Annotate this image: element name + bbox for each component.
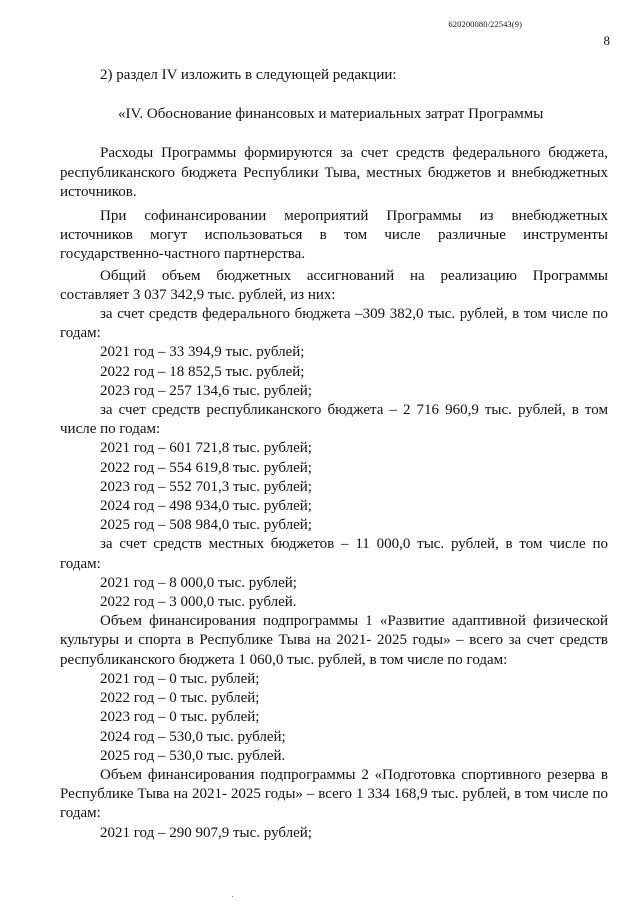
document-body — [60, 66, 608, 843]
scan-speck — [232, 896, 233, 897]
republic-year-item: 2024 год – 498 934,0 тыс. рублей; — [100, 498, 312, 515]
section-title: «IV. Обоснование финансовых и материальных затрат Программы — [118, 106, 544, 123]
republic-budget-intro: за счет средств республиканского бюджета – 2 716 960,9 тыс. рублей, в том числе по годам: — [60, 402, 608, 438]
subprogram-1-intro: Объем финансирования подпрограммы 1 «Развитие адаптивной физической культуры и спорта в Республике Тыва на 2021- 2025 годы» – всего за счет средств республиканского бюджета 1 060,0 тыс. рублей, в том числе по годам: — [60, 613, 608, 668]
federal-year-item: 2022 год – 18 852,5 тыс. рублей; — [100, 363, 305, 380]
federal-year-item: 2023 год – 257 134,6 тыс. рублей; — [100, 382, 312, 399]
subprogram-2-intro: Объем финансирования подпрограммы 2 «Подготовка спортивного резерва в Республике Тыва на 2021- 2025 годы» – всего 1 334 168,9 тыс. рублей, в том числе по годам: — [60, 766, 608, 822]
subprogram-1-year-item: 2025 год – 530,0 тыс. рублей. — [100, 747, 286, 764]
intro-paragraph: 2) раздел IV изложить в следующей редакции: — [100, 67, 397, 83]
subprogram-2-year-item: 2021 год – 290 907,9 тыс. рублей; — [100, 824, 312, 841]
local-budget-intro: за счет средств местных бюджетов – 11 000,0 тыс. рублей, в том числе по годам: — [60, 536, 608, 572]
subprogram-1-year-item: 2024 год – 530,0 тыс. рублей; — [100, 728, 286, 745]
federal-year-item: 2021 год – 33 394,9 тыс. рублей; — [100, 344, 305, 361]
page-number: 8 — [603, 33, 610, 48]
subprogram-1-year-item: 2021 год – 0 тыс. рублей; — [100, 670, 260, 687]
republic-year-item: 2023 год – 552 701,3 тыс. рублей; — [100, 478, 312, 495]
document-code: 620200080/22543(9) — [448, 19, 522, 29]
paragraph-total-volume: Общий объем бюджетных ассигнований на реализацию Программы составляет 3 037 342,9 тыс. рублей, из них: — [60, 267, 608, 303]
republic-year-item: 2021 год – 601 721,8 тыс. рублей; — [100, 440, 312, 457]
local-year-item: 2022 год – 3 000,0 тыс. рублей. — [100, 594, 297, 611]
republic-year-item: 2022 год – 554 619,8 тыс. рублей; — [100, 459, 312, 476]
subprogram-1-year-item: 2022 год – 0 тыс. рублей; — [100, 690, 260, 707]
subprogram-1-year-item: 2023 год – 0 тыс. рублей; — [100, 709, 260, 726]
local-year-item: 2021 год – 8 000,0 тыс. рублей; — [100, 574, 297, 591]
paragraph-cofinancing: При софинансировании мероприятий Программы из внебюджетных источников могут использоваться в том числе различные инструменты государственно-частного партнерства. — [60, 208, 608, 263]
republic-year-item: 2025 год – 508 984,0 тыс. рублей; — [100, 517, 312, 534]
paragraph-expenses: Расходы Программы формируются за счет средств федерального бюджета, республиканского бюджета Республики Тыва, местных бюджетов и внебюджетных источников. — [60, 145, 608, 200]
federal-budget-intro: за счет средств федерального бюджета –309 382,0 тыс. рублей, в том числе по годам: — [60, 306, 608, 342]
